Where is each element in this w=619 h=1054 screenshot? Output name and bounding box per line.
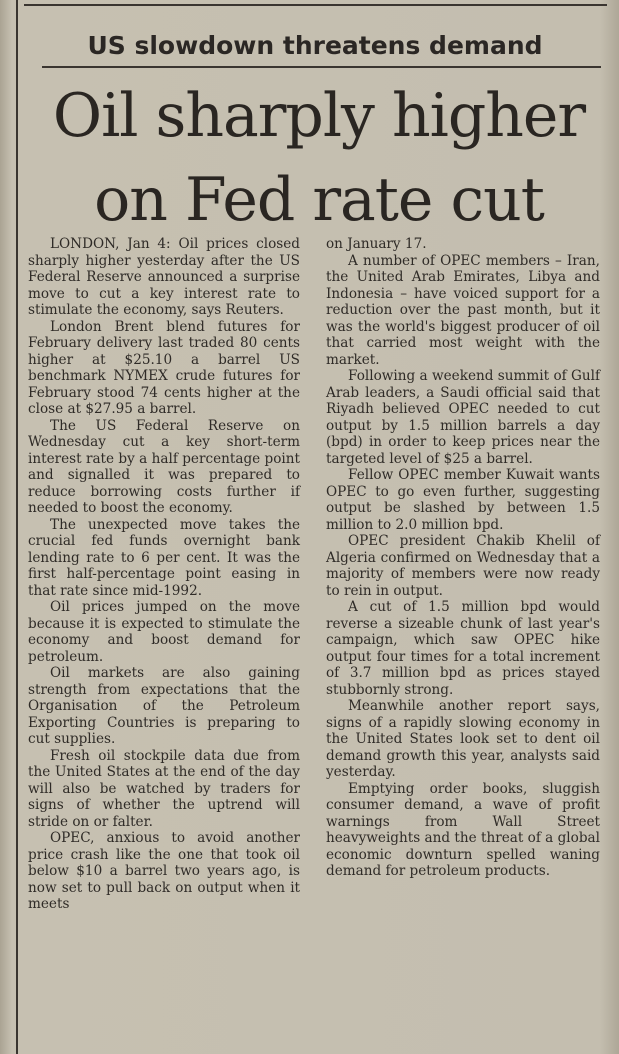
paragraph: The US Federal Reserve on Wednesday cut a key short-term interest rate by a half percentage point and signalled it was prepared to reduce borrowing costs further if needed to boost the economy. bbox=[28, 417, 300, 516]
kicker-rule bbox=[42, 66, 601, 68]
paragraph: LONDON, Jan 4: Oil prices closed sharply higher yesterday after the US Federal Reserve announced a surprise move to cut a key interest rate to stimulate the economy, says Reuters. bbox=[28, 236, 300, 318]
headline-line-2: on Fed rate cut bbox=[94, 165, 544, 235]
paragraph: Meanwhile another report says, signs of a rapidly slowing economy in the United States look set to dent oil demand growth this year, analysts said yesterday. bbox=[326, 698, 600, 780]
paragraph: OPEC, anxious to avoid another price crash like the one that took oil below $10 a barrel two years ago, is now set to pull back on output when it meets bbox=[28, 830, 300, 912]
paragraph-continued: on January 17. bbox=[326, 236, 427, 252]
paragraph: OPEC president Chakib Khelil of Algeria confirmed on Wednesday that a majority of members were now ready to rein in output. bbox=[326, 533, 600, 599]
left-column-rule bbox=[16, 0, 18, 1054]
paragraph: Emptying order books, sluggish consumer demand, a wave of profit warnings from Wall Street heavyweights and the threat of a global economic downturn spelled waning demand for petroleum products. bbox=[326, 780, 600, 879]
headline-line-1: Oil sharply higher bbox=[52, 81, 586, 151]
paragraph: A cut of 1.5 million bpd would reverse a sizeable chunk of last year's campaign, which saw OPEC hike output four times for a total increment of 3.7 million bpd as prices stayed stubbornly strong. bbox=[326, 599, 600, 698]
article-column-1 bbox=[28, 236, 300, 913]
top-rule bbox=[24, 4, 607, 6]
kicker-headline: US slowdown threatens demand bbox=[87, 31, 543, 60]
paragraph: The unexpected move takes the crucial fed funds overnight bank lending rate to 6 per cent. It was the first half-percentage point easing in that rate since mid-1992. bbox=[28, 516, 300, 599]
article-column-2 bbox=[326, 236, 600, 880]
paragraph: London Brent blend futures for February delivery last traded 80 cents higher at $25.10 a barrel US benchmark NYMEX crude futures for February stood 74 cents higher at the close at $27.95 a barrel. bbox=[28, 318, 300, 417]
paragraph: Following a weekend summit of Gulf Arab leaders, a Saudi official said that Riyadh believed OPEC needed to cut output by 1.5 million barrels a day (bpd) in order to keep prices near the targeted level of $25 a barrel. bbox=[326, 368, 600, 467]
paragraph: Oil prices jumped on the move because it is expected to stimulate the economy and boost demand for petroleum. bbox=[28, 599, 300, 665]
paragraph: A number of OPEC members – Iran, the United Arab Emirates, Libya and Indonesia – have voiced support for a reduction over the past month, but it was the world's biggest producer of oil that carried most weight with the market. bbox=[326, 252, 600, 368]
paragraph: Fellow OPEC member Kuwait wants OPEC to go even further, suggesting output be slashed by between 1.5 million to 2.0 million bpd. bbox=[326, 467, 600, 533]
paragraph: Oil markets are also gaining strength from expectations that the Organisation of the Petroleum Exporting Countries is preparing to cut supplies. bbox=[28, 665, 300, 747]
main-headline bbox=[24, 74, 614, 242]
paragraph: Fresh oil stockpile data due from the United States at the end of the day will also be watched by traders for signs of whether the uptrend will stride on or falter. bbox=[28, 747, 300, 830]
